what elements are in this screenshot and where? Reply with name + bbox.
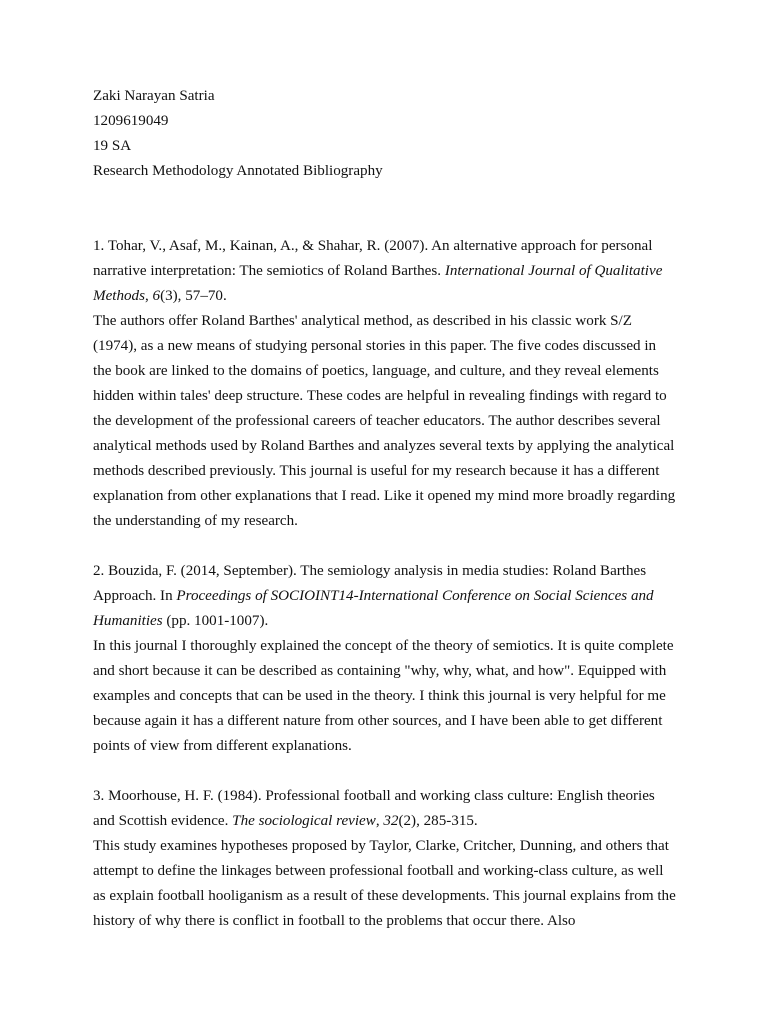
citation: 3. Moorhouse, H. F. (1984). Professional football and working class culture: English theories and Scottish evidence. The sociological review, 32(2), 285-315. [93,788,655,829]
class-code: 19 SA [93,138,132,154]
student-id: 1209619049 [93,113,169,129]
proceedings-title: Proceedings of SOCIOINT14-International Conference on Social Sciences and Humanities [93,588,654,629]
annotation: The authors offer Roland Barthes' analytical method, as described in his classic work S/Z (1974), as a new means of studying personal stories in this paper. The five codes discussed in the book are linked to the domains of poetics, language, and culture, and they reveal elements hidden within tales' deep structure. These codes are helpful in revealing findings with regard to the development of the professional careers of teacher educators. The author describes several analytical methods used by Roland Barthes and analyzes several texts by applying the analytical methods described previously. This journal is useful for my research because it has a different explanation from other explanations that I read. Like it opened my mind more broadly regarding the understanding of my research. [93,313,676,529]
document-page [93,84,678,934]
document-title: Research Methodology Annotated Bibliography [93,163,383,179]
journal-title: International Journal of Qualitative Methods [93,263,663,304]
citation: 1. Tohar, V., Asaf, M., Kainan, A., & Shahar, R. (2007). An alternative approach for personal narrative interpretation: The semiotics of Roland Barthes. International Journal of Qualitative Methods, 6(3), 57–70. [93,238,663,304]
citation: 2. Bouzida, F. (2014, September). The semiology analysis in media studies: Roland Barthes Approach. In Proceedings of SOCIOINT14-International Conference on Social Sciences and Humanities (pp. 1001-1007). [93,563,654,629]
journal-title: The sociological review [232,813,376,829]
volume-number: 32 [383,813,399,829]
bibliography-entry-1 [93,234,678,534]
spacer [93,184,678,234]
bibliography-entry-2 [93,559,678,759]
bibliography-entry-3 [93,784,678,934]
annotation: In this journal I thoroughly explained the concept of the theory of semiotics. It is quite complete and short because it can be described as containing "why, why, what, and how". Equipped with examples and concepts that can be used in the theory. I think this journal is very helpful for me because again it has a different nature from other sources, and I have been able to get different points of view from different explanations. [93,638,674,754]
volume-number: 6 [152,288,161,304]
annotation: This study examines hypotheses proposed by Taylor, Clarke, Critcher, Dunning, and others that attempt to define the linkages between professional football and working-class culture, as well as explain football hooliganism as a result of these developments. This journal explains from the history of why there is conflict in football to the problems that occur there. Also [93,838,676,929]
spacer [93,759,678,784]
header-block [93,84,678,184]
spacer [93,534,678,559]
author-name: Zaki Narayan Satria [93,88,215,104]
